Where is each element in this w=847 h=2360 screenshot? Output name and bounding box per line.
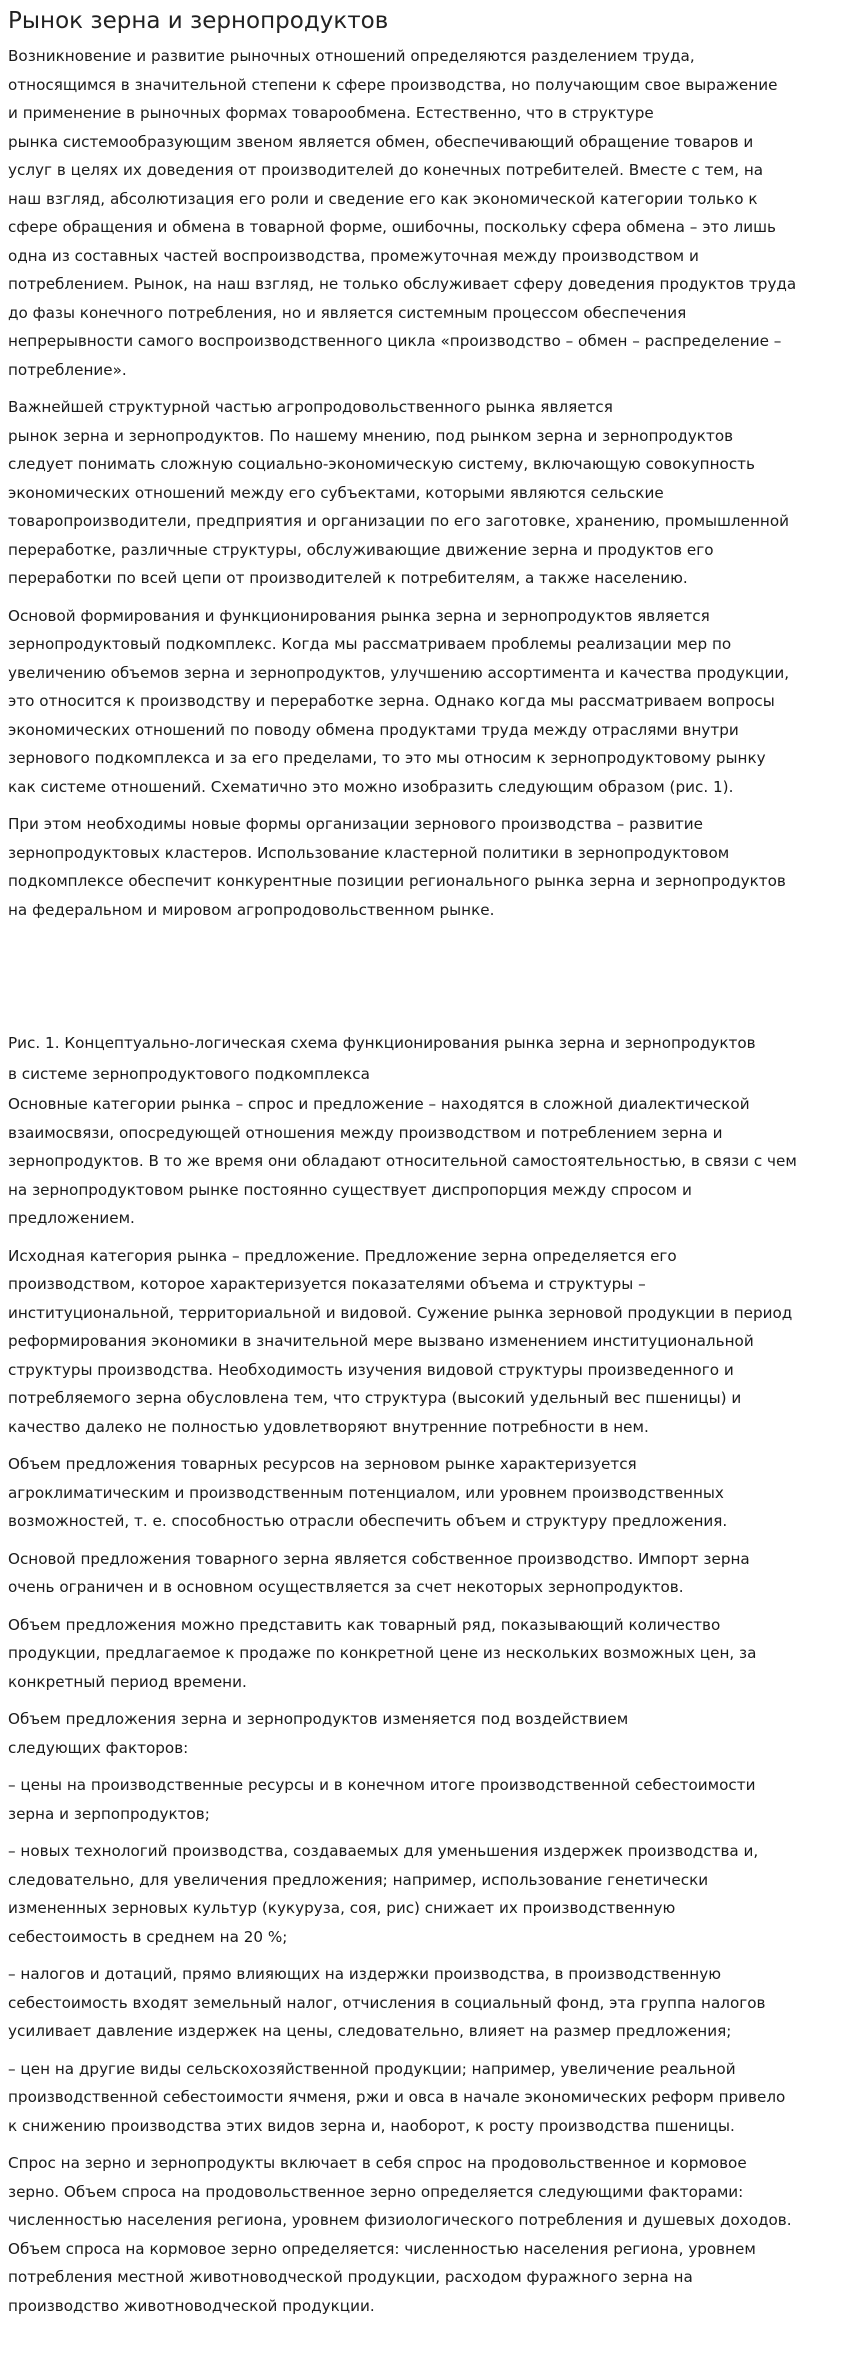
- paragraph-supply-basis: Основой предложения товарного зерна является собственное производство. Импорт зерна очень ограничен и в основном осуществляется за счет некоторых зернопродуктов.: [8, 1549, 750, 1596]
- list-item-prices: – цены на производственные ресурсы и в конечном итоге производственной себестоимости зерна и зерпопродуктов;: [8, 1776, 756, 1823]
- list-item-technologies: – новых технологий производства, создаваемых для уменьшения издержек производства и, следовательно, для увеличения предложения; например, использование генетически измененных зерновых культур (кукуруза, соя, рис) снижает их производственную себестоимость в среднем на 20 %;: [8, 1842, 759, 1946]
- figure-caption-line-1: Рис. 1. Концептуально-логическая схема функционирования рынка зерна и зернопродуктов: [8, 1034, 756, 1052]
- paragraph-supply: Исходная категория рынка – предложение. Предложение зерна определяется его производством, которое характеризуется показателями объема и структуры – институциональной, территориальной и видовой. Сужение рынка зерновой продукции в период реформирования экономики в значительной мере вызвано изменением институциональной структуры производства. Необходимость изучения видовой структуры произведенного и потребляемого зерна обусловлена тем, что структура (высокий удельный вес пшеницы) и качество далеко не полностью удовлетворяют внутренние потребности в нем.: [8, 1246, 793, 1436]
- paragraph-market-definition: Важнейшей структурной частью агропродовольственного рынка является рынок зерна и зернопродуктов. По нашему мнению, под рынком зерна и зернопродуктов следует понимать сложную социально-экономическую систему, включающую совокупность экономических отношений между его субъектами, которыми являются сельские товаропроизводители, предприятия и организации по его заготовке, хранению, промышленной переработке, различные структуры, обслуживающие движение зерна и продуктов его переработки по всей цепи от производителей к потребителям, а также населению.: [8, 398, 789, 587]
- paragraph-commodity-series: Объем предложения можно представить как товарный ряд, показывающий количество продукции, предлагаемое к продаже по конкретной цене из нескольких возможных цен, за конкретный период времени.: [8, 1615, 757, 1691]
- paragraph-factors-intro: Объем предложения зерна и зернопродуктов изменяется под воздействием следующих факторов:: [8, 1710, 629, 1757]
- paragraph-intro: Возникновение и развитие рыночных отношений определяются разделением труда, относящимся в значительной степени к сфере производства, но получающим свое выражение и применение в рыночных формах товарообмена. Естественно, что в структуре рынка системообразующим звеном является обмен, обеспечивающий обращение товаров и услуг в целях их доведения от производителей до конечных потребителей. Вместе с тем, на наш взгляд, абсолютизация его роли и сведение его как экономической категории только к сфере обращения и обмена в товарной форме, ошибочны, поскольку сфера обмена – это лишь одна из составных частей воспроизводства, промежуточная между производством и потреблением. Рынок, на наш взгляд, не только обслуживает сферу доведения продуктов труда до фазы конечного потребления, но и является системным процессом обеспечения непрерывности самого воспроизводственного цикла «производство – обмен – распределение – потребление».: [8, 47, 797, 379]
- list-item-taxes: – налогов и дотаций, прямо влияющих на издержки производства, в производственную себестоимость входят земельный налог, отчисления в социальный фонд, эта группа налогов усиливает давление издержек на цены, следовательно, влияет на размер предложения;: [8, 1965, 766, 2040]
- paragraph-supply-demand: Основные категории рынка – спрос и предложение – находятся в сложной диалектической взаимосвязи, опосредующей отношения между производством и потреблением зерна и зернопродуктов. В то же время они обладают относительной самостоятельностью, в связи с чем на зернопродуктовом рынке постоянно существует диспропорция между спросом и предложением.: [8, 1095, 797, 1227]
- paragraph-subcomplex: Основой формирования и функционирования рынка зерна и зернопродуктов является зернопродуктовый подкомплекс. Когда мы рассматриваем проблемы реализации мер по увеличению объемов зерна и зернопродуктов, улучшению ассортимента и качества продукции, это относится к производству и переработке зерна. Однако когда мы рассматриваем вопросы экономических отношений по поводу обмена продуктами труда между отраслями внутри зернового подкомплекса и за его пределами, то это мы относим к зернопродуктовому рынку как системе отношений. Схематично это можно изобразить следующим образом (рис. 1).: [8, 606, 790, 796]
- figure-caption-line-2: в системе зернопродуктового подкомплекса: [8, 1064, 370, 1083]
- list-item-other-prices: – цен на другие виды сельскохозяйственной продукции; например, увеличение реальной производственной себестоимости ячменя, ржи и овса в начале экономических реформ привело к снижению производства этих видов зерна и, наоборот, к росту производства пшеницы.: [8, 2059, 786, 2135]
- paragraph-demand: Спрос на зерно и зернопродукты включает в себя спрос на продовольственное и кормовое зерно. Объем спроса на продовольственное зерно определяется следующими факторами: численностью населения региона, уровнем физиологического потребления и душевых доходов. Объем спроса на кормовое зерно определяется: численностью населения региона, уровнем потребления местной животноводческой продукции, расходом фуражного зерна на производство животноводческой продукции.: [8, 2154, 792, 2315]
- figure-placeholder: [8, 933, 833, 1029]
- paragraph-supply-volume: Объем предложения товарных ресурсов на зерновом рынке характеризуется агроклиматическим и производственным потенциалом, или уровнем производственных возможностей, т. е. способностью отрасли обеспечить объем и структуру предложения.: [8, 1455, 728, 1530]
- paragraph-clusters: При этом необходимы новые формы организации зернового производства – развитие зернопродуктовых кластеров. Использование кластерной политики в зернопродуктовом подкомплексе обеспечит конкурентные позиции регионального рынка зерна и зернопродуктов на федеральном и мировом агропродовольственном рынке.: [8, 815, 786, 919]
- page-title: Рынок зерна и зернопродуктов: [8, 8, 389, 34]
